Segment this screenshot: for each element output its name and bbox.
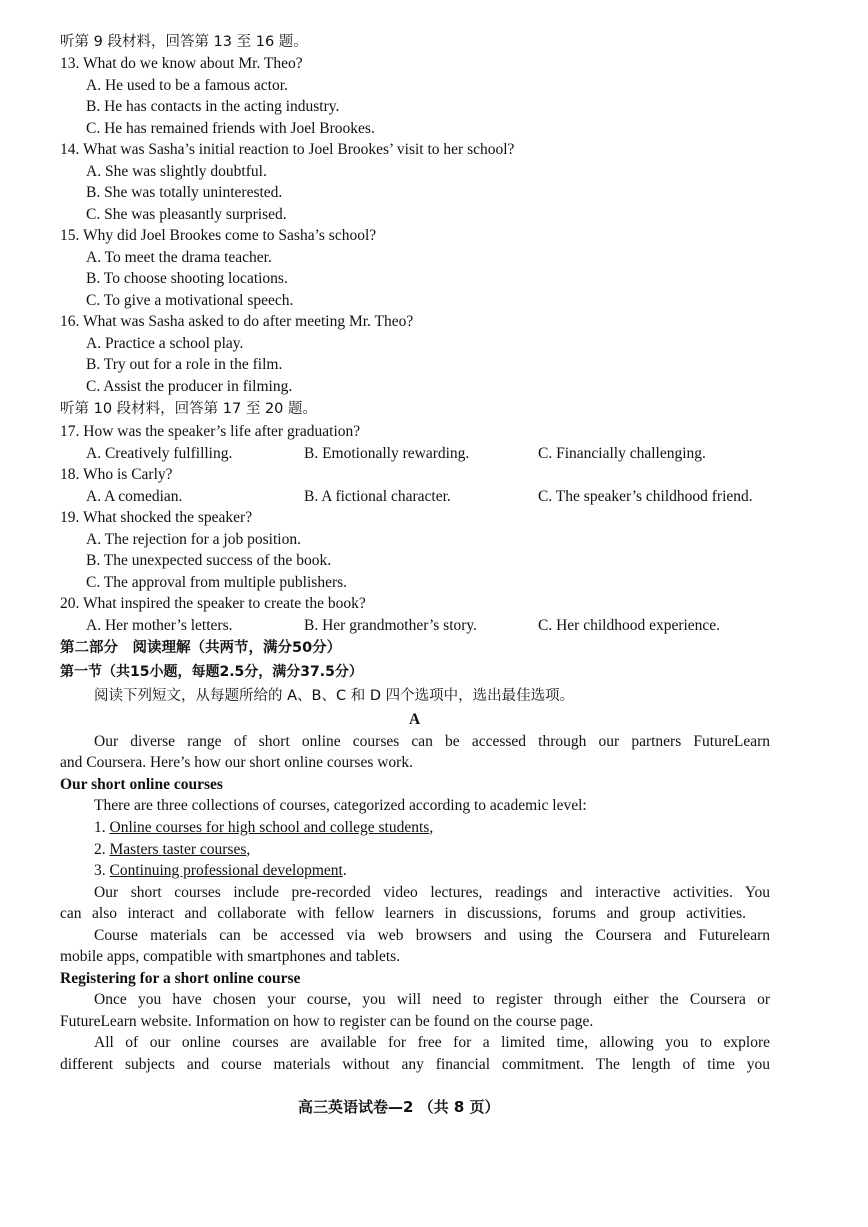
q18-option-a: A. A comedian. [86, 488, 183, 505]
reading-instruction: 阅读下列短文，从每题所给的 A、B、C 和 D 四个选项中，选出最佳选项。 [94, 688, 575, 704]
q18-stem: 18. Who is Carly? [60, 466, 173, 483]
list-item [94, 861, 347, 881]
q20-option-b: B. Her grandmother’s story. [304, 617, 478, 634]
paragraph-6-line-2: different subjects and course materials without any financial commitment. The length of time you [60, 1056, 770, 1073]
q13-option-c: C. He has remained friends with Joel Brookes. [86, 120, 375, 137]
passage-letter: A [409, 711, 421, 728]
list-punct: . [342, 862, 347, 879]
paragraph-3-line-2: can also interact and collaborate with fellow learners in discussions, forums and group activities. [60, 905, 746, 922]
page-footer: 高三英语试卷—2 （共 8 页） [298, 1098, 500, 1116]
q20-option-a: A. Her mother’s letters. [86, 617, 233, 634]
q16-option-a: A. Practice a school play. [86, 335, 244, 352]
q17-option-a: A. Creatively fulfilling. [86, 445, 233, 462]
list-number: 3. [94, 862, 110, 879]
list-item [94, 818, 433, 838]
section-one-title: 第一节（共15小题，每题2.5分，满分37.5分） [60, 664, 363, 680]
section-9-intro: 听第 9 段材料，回答第 13 至 16 题。 [60, 34, 308, 50]
q20-stem: 20. What inspired the speaker to create the book? [60, 595, 366, 612]
list-punct: , [429, 819, 434, 836]
paragraph-5-line-1: Once you have chosen your course, you will need to register through either the Coursera or [94, 991, 770, 1008]
q14-option-b: B. She was totally uninterested. [86, 184, 283, 201]
course-link-high-school[interactable]: Online courses for high school and college students [109, 819, 430, 836]
paragraph-1-line-1: Our diverse range of short online courses can be accessed through our partners FutureLearn [94, 733, 770, 750]
q18-option-c: C. The speaker’s childhood friend. [538, 488, 753, 505]
q14-stem: 14. What was Sasha’s initial reaction to Joel Brookes’ visit to her school? [60, 141, 515, 158]
course-link-professional-development[interactable]: Continuing professional development [109, 862, 343, 879]
q17-option-b: B. Emotionally rewarding. [304, 445, 470, 462]
q20-option-c: C. Her childhood experience. [538, 617, 721, 634]
q14-option-c: C. She was pleasantly surprised. [86, 206, 287, 223]
q13-option-a: A. He used to be a famous actor. [86, 77, 288, 94]
q18-option-b: B. A fictional character. [304, 488, 451, 505]
q15-stem: 15. Why did Joel Brookes come to Sasha’s school? [60, 227, 377, 244]
q17-option-c: C. Financially challenging. [538, 445, 706, 462]
paragraph-4-line-2: mobile apps, compatible with smartphones and tablets. [60, 948, 401, 965]
paragraph-2: There are three collections of courses, categorized according to academic level: [94, 797, 587, 814]
q14-option-a: A. She was slightly doubtful. [86, 163, 267, 180]
list-punct: , [246, 841, 251, 858]
q19-option-b: B. The unexpected success of the book. [86, 552, 332, 569]
paragraph-5-line-2: FutureLearn website. Information on how to register can be found on the course page. [60, 1013, 594, 1030]
q19-option-c: C. The approval from multiple publishers. [86, 574, 348, 591]
list-number: 2. [94, 841, 110, 858]
paragraph-4-line-1: Course materials can be accessed via web browsers and using the Coursera and Futurelearn [94, 927, 770, 944]
q17-stem: 17. How was the speaker’s life after graduation? [60, 423, 361, 440]
paragraph-3-line-1: Our short courses include pre-recorded video lectures, readings and interactive activities. You [94, 884, 770, 901]
q19-option-a: A. The rejection for a job position. [86, 531, 301, 548]
course-link-masters-taster[interactable]: Masters taster courses [109, 841, 247, 858]
q19-stem: 19. What shocked the speaker? [60, 509, 253, 526]
paragraph-1-line-2: and Coursera. Here’s how our short online courses work. [60, 754, 413, 771]
q15-option-c: C. To give a motivational speech. [86, 292, 294, 309]
section-10-intro: 听第 10 段材料，回答第 17 至 20 题。 [60, 401, 318, 417]
list-number: 1. [94, 819, 110, 836]
q13-option-b: B. He has contacts in the acting industry. [86, 98, 340, 115]
q16-option-c: C. Assist the producer in filming. [86, 378, 293, 395]
q15-option-a: A. To meet the drama teacher. [86, 249, 272, 266]
q15-option-b: B. To choose shooting locations. [86, 270, 288, 287]
part-two-title: 第二部分 阅读理解（共两节，满分50分） [60, 640, 342, 656]
paragraph-6-line-1: All of our online courses are available for free for a limited time, allowing you to explore [94, 1034, 770, 1051]
q13-stem: 13. What do we know about Mr. Theo? [60, 55, 303, 72]
list-item [94, 840, 250, 860]
heading-short-courses: Our short online courses [60, 776, 223, 793]
q16-stem: 16. What was Sasha asked to do after meeting Mr. Theo? [60, 313, 414, 330]
heading-registering: Registering for a short online course [60, 970, 301, 987]
q16-option-b: B. Try out for a role in the film. [86, 356, 283, 373]
